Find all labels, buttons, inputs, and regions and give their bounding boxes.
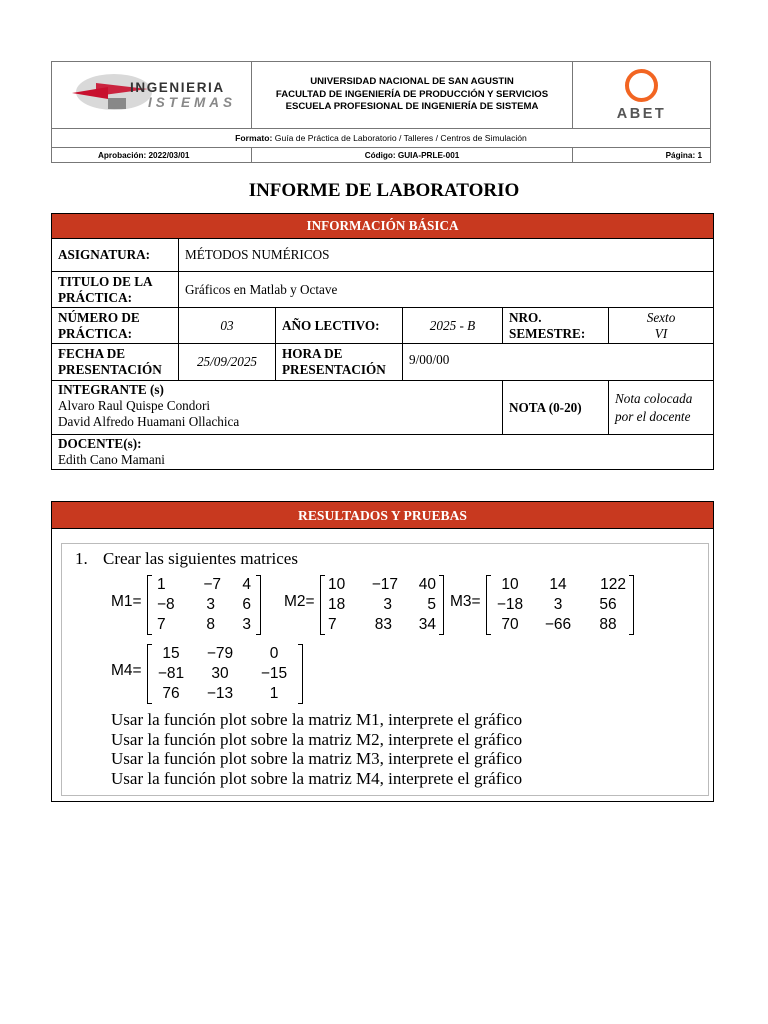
date-label-line1: FECHA DE [58,346,126,361]
matrix-cell: 3 [206,596,215,613]
instruction-m3: Usar la función plot sobre la matriz M3, interprete el gráfico [111,749,523,768]
practice-title-label-line1: TITULO DE LA [58,273,153,289]
teacher-cell [52,435,714,470]
matrix-cell: −18 [496,596,524,613]
semester-value [609,308,714,344]
semester-value-word: Sexto [646,309,676,325]
practice-title-label [52,272,179,308]
exercise-image [61,543,709,796]
practice-number-value: 03 [179,308,276,344]
matrix-cell: 1 [269,685,279,702]
matrix-cell: −8 [157,596,175,613]
matrix-cell: 56 [599,596,617,613]
practice-title-label-line2: PRÁCTICA: [58,289,132,305]
matrix-m4-label: M4= [111,662,142,679]
question-number: 1. [75,549,88,568]
results-section [51,501,714,802]
matrix-cell: −79 [206,645,234,662]
question-text: Crear las siguientes matrices [103,549,298,568]
instruction-m2: Usar la función plot sobre la matriz M2, interprete el gráfico [111,729,523,749]
matrix-cell: 76 [162,685,180,702]
date-label-line2: PRESENTACIÓN [58,362,162,377]
school-year-label: AÑO LECTIVO: [276,308,403,344]
semester-label-line1: NRO. [509,309,542,325]
teacher-label: DOCENTE(s): [58,436,142,451]
matrix-m4 [147,644,303,704]
members-cell [52,381,503,435]
semester-label [503,308,609,344]
university-name: UNIVERSIDAD NACIONAL DE SAN AGUSTIN [310,76,514,88]
matrix-cell: 88 [599,616,617,633]
matrix-cell: 10 [328,576,346,593]
semester-value-roman: VI [654,325,668,341]
results-band: RESULTADOS Y PRUEBAS [52,502,713,529]
report-title: INFORME DE LABORATORIO [248,180,520,201]
subject-label: ASIGNATURA: [52,239,179,272]
basic-info-table [51,213,714,470]
school-name: ESCUELA PROFESIONAL DE INGENIERÍA DE SISTEMA [285,101,539,113]
logo-cell [52,62,252,129]
matrix-cell: 7 [328,616,337,633]
page-number: Página: 1 [573,148,711,163]
matrix-cell: −66 [544,616,572,633]
question-title [75,549,298,569]
matrix-cell: −15 [260,665,288,682]
faculty-name: FACULTAD DE INGENIERÍA DE PRODUCCIÓN Y SERVICIOS [275,88,549,100]
semester-label-line2: SEMESTRE: [509,325,586,341]
member-2: David Alfredo Huamani Ollachica [58,414,240,429]
matrix-cell: 70 [501,616,519,633]
matrix-cell: 1 [157,576,166,593]
matrix-cell: 7 [157,616,166,633]
grade-label: NOTA (0-20) [503,381,609,435]
matrix-cell: 15 [162,645,180,662]
practice-number-label-line2: PRÁCTICA: [58,325,132,341]
instruction-m4: Usar la función plot sobre la matriz M4, interprete el gráfico [111,768,523,788]
matrix-cell: 18 [328,596,346,613]
grade-note-line1: Nota colocada [615,390,693,406]
matrix-cell: 30 [211,665,229,682]
matrix-cell: −81 [157,665,185,682]
approval-date: Aprobación: 2022/03/01 [52,148,252,163]
matrix-m3-label: M3= [450,593,481,610]
practice-number-label-line1: NÚMERO DE [58,309,140,325]
matrix-cell: −17 [371,576,398,593]
members-label: INTEGRANTE (s) [58,382,164,397]
matrix-cell: 34 [418,616,436,633]
matrix-cell: 40 [418,576,436,593]
practice-number-label [52,308,179,344]
document-header [51,61,711,163]
logo-word-ingenieria: INGENIERIA [130,80,225,95]
teacher-value: Edith Cano Mamani [58,452,165,467]
document-code: Código: GUIA-PRLE-001 [252,148,573,163]
matrix-m1-label: M1= [111,593,142,610]
matrix-cell: 0 [269,645,279,662]
time-label-line2: PRESENTACIÓN [282,362,386,377]
instruction-m1: Usar la función plot sobre la matriz M1, interprete el gráfico [111,710,523,729]
format-value: Guía de Práctica de Laboratorio / Talleres / Centros de Simulación [274,133,527,143]
matrix-m2 [320,575,444,635]
logo-word-sistemas: ISTEMAS [148,95,237,110]
abet-cell [573,62,711,129]
matrix-cell: 6 [242,596,251,613]
school-year-value: 2025 - B [403,308,503,344]
matrix-cell: 4 [242,576,251,593]
matrix-cell: 5 [427,596,436,613]
basic-info-band: INFORMACIÓN BÁSICA [52,214,714,239]
matrix-cell: 10 [501,576,519,593]
matrix-cell: 3 [383,596,392,613]
instructions [111,710,522,788]
grade-note-line2: por el docente [615,408,691,424]
abet-logo-text: ABET [616,105,667,122]
matrix-m2-label: M2= [284,593,315,610]
matrix-cell: 122 [600,576,626,593]
member-1: Alvaro Raul Quispe Condori [58,398,211,413]
ingenieria-sistemas-logo [52,62,252,128]
institution-cell [252,62,573,129]
time-value: 9/00/00 [403,344,714,381]
matrix-cell: 8 [206,616,215,633]
matrix-cell: 83 [374,616,392,633]
format-row [52,129,711,148]
subject-value: MÉTODOS NUMÉRICOS [179,239,714,272]
time-label [276,344,403,381]
matrix-m1 [147,575,261,635]
matrix-cell: 3 [553,596,563,613]
grade-note [609,381,714,435]
matrix-cell: −13 [206,685,234,702]
matrix-cell: 14 [549,576,567,593]
abet-ring-icon [625,69,658,102]
time-label-line1: HORA DE [282,346,343,361]
matrix-cell: 3 [242,616,251,633]
format-label: Formato: [235,133,273,143]
matrix-m3 [486,575,634,635]
practice-title-value: Gráficos en Matlab y Octave [179,272,714,308]
date-value: 25/09/2025 [179,344,276,381]
matrix-cell: −7 [203,576,221,593]
date-label [52,344,179,381]
